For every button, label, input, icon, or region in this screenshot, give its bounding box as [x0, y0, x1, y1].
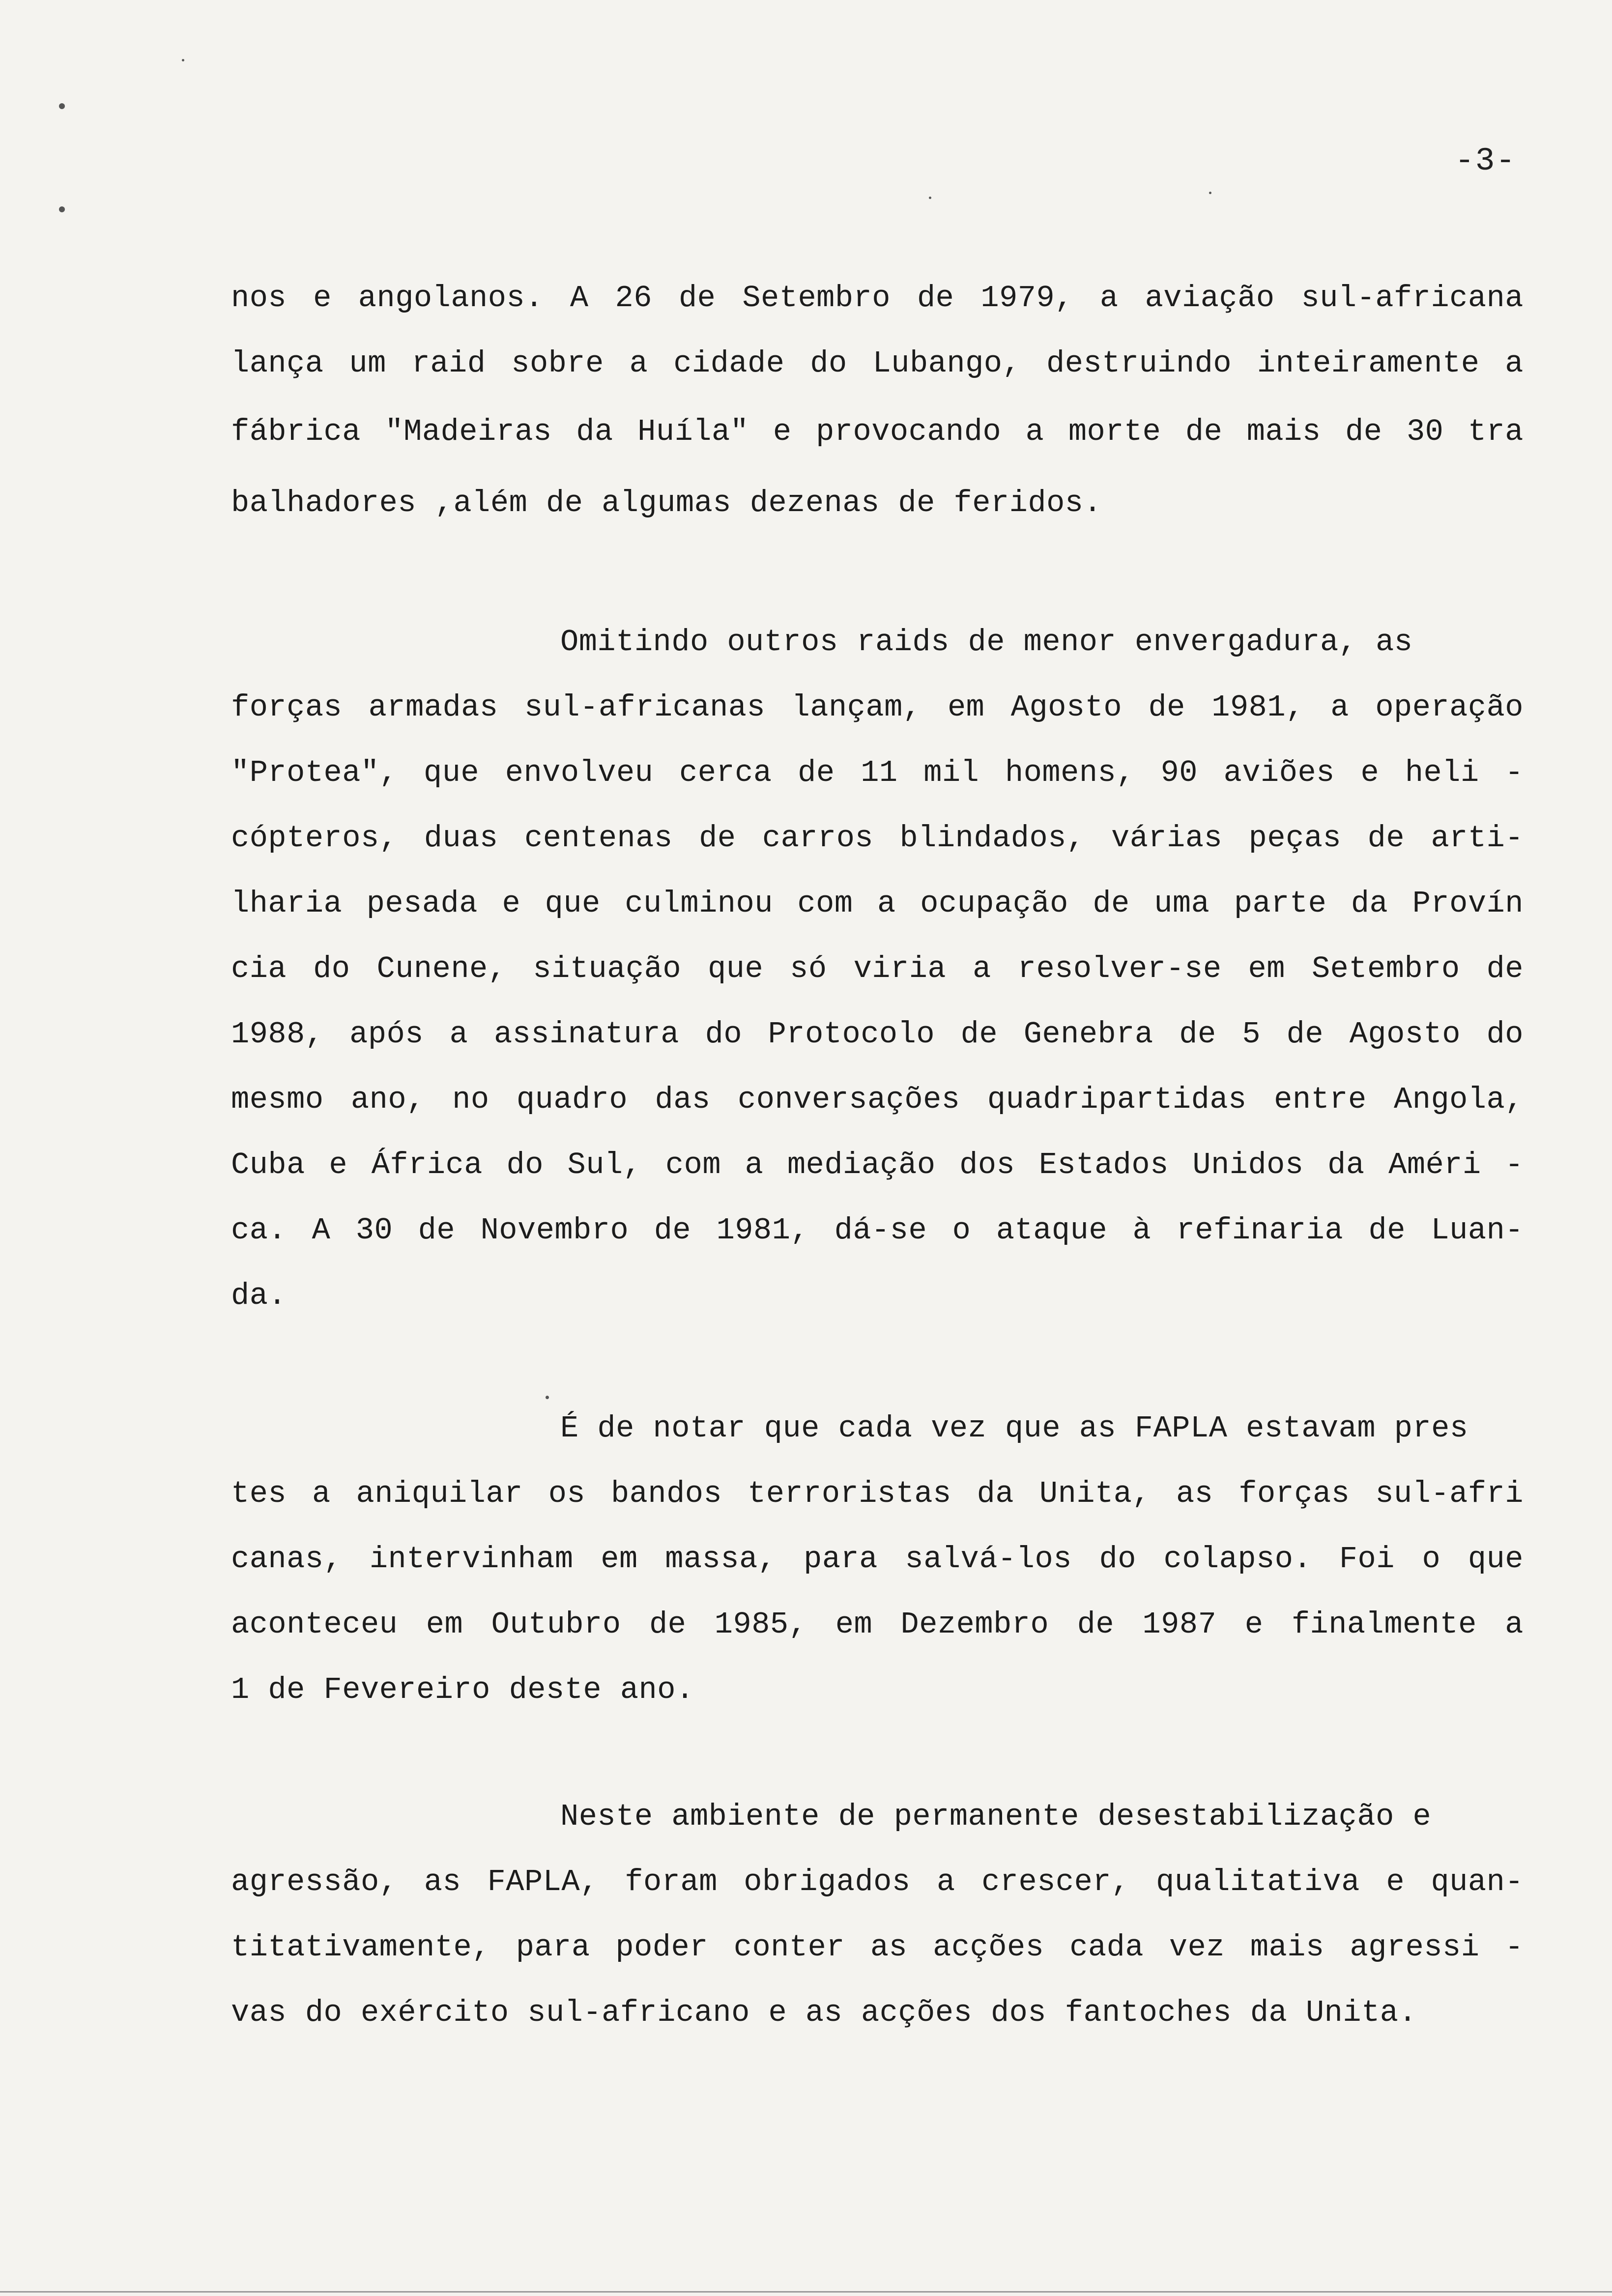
text-line: titativamente, para poder conter as acções cada vez mais agressi - [231, 1930, 1524, 1965]
text-line: ca. A 30 de Novembro de 1981, dá-se o ataque à refinaria de Luan- [231, 1213, 1524, 1248]
scan-speck [929, 197, 931, 199]
paragraph-4 [231, 1784, 1524, 2045]
text-line: 1988, após a assinatura do Protocolo de Genebra de 5 de Agosto do [231, 1017, 1524, 1052]
scan-speck [182, 59, 184, 61]
text-line: cia do Cunene, situação que só viria a resolver-se em Setembro de [231, 951, 1524, 986]
scan-speck [546, 1396, 549, 1399]
text-line: canas, intervinham em massa, para salvá-los do colapso. Foi o que [231, 1542, 1524, 1577]
page-number: -3- [1455, 143, 1516, 179]
paragraph-3 [231, 1396, 1524, 1722]
scan-edge-line [0, 2291, 1612, 2293]
scan-speck [59, 103, 65, 109]
text-line: forças armadas sul-africanas lançam, em Agosto de 1981, a operação [231, 690, 1524, 725]
text-line: cópteros, duas centenas de carros blindados, várias peças de arti- [231, 821, 1524, 856]
text-line: É de notar que cada vez que as FAPLA estavam pres [560, 1411, 1468, 1446]
text-line: lança um raid sobre a cidade do Lubango, destruindo inteiramente a [231, 346, 1524, 381]
paragraph-2 [231, 609, 1524, 1328]
scan-speck [59, 206, 65, 212]
text-line: 1 de Fevereiro deste ano. [231, 1672, 694, 1707]
text-line: Omitindo outros raids de menor envergadura, as [560, 625, 1413, 660]
text-line: mesmo ano, no quadro das conversações quadripartidas entre Angola, [231, 1082, 1524, 1117]
text-line: lharia pesada e que culminou com a ocupação de uma parte da Provín [231, 886, 1524, 921]
text-line: "Protea", que envolveu cerca de 11 mil homens, 90 aviões e heli - [231, 755, 1524, 790]
scan-speck [1209, 192, 1211, 194]
paragraph-1 [231, 265, 1524, 539]
text-line: tes a aniquilar os bandos terroristas da Unita, as forças sul-afri [231, 1476, 1524, 1511]
text-line: da. [231, 1278, 287, 1313]
text-line: nos e angolanos. A 26 de Setembro de 1979, a aviação sul-africana [231, 281, 1524, 316]
text-line: Cuba e África do Sul, com a mediação dos Estados Unidos da Améri - [231, 1148, 1524, 1182]
text-line: Neste ambiente de permanente desestabilização e [560, 1799, 1432, 1834]
text-line: fábrica "Madeiras da Huíla" e provocando a morte de mais de 30 tra [231, 414, 1524, 449]
text-line: agressão, as FAPLA, foram obrigados a crescer, qualitativa e quan- [231, 1865, 1524, 1899]
text-line: balhadores ,além de algumas dezenas de feridos. [231, 486, 1102, 520]
text-line: aconteceu em Outubro de 1985, em Dezembro de 1987 e finalmente a [231, 1607, 1524, 1642]
text-line: vas do exército sul-africano e as acções dos fantoches da Unita. [231, 1995, 1417, 2030]
